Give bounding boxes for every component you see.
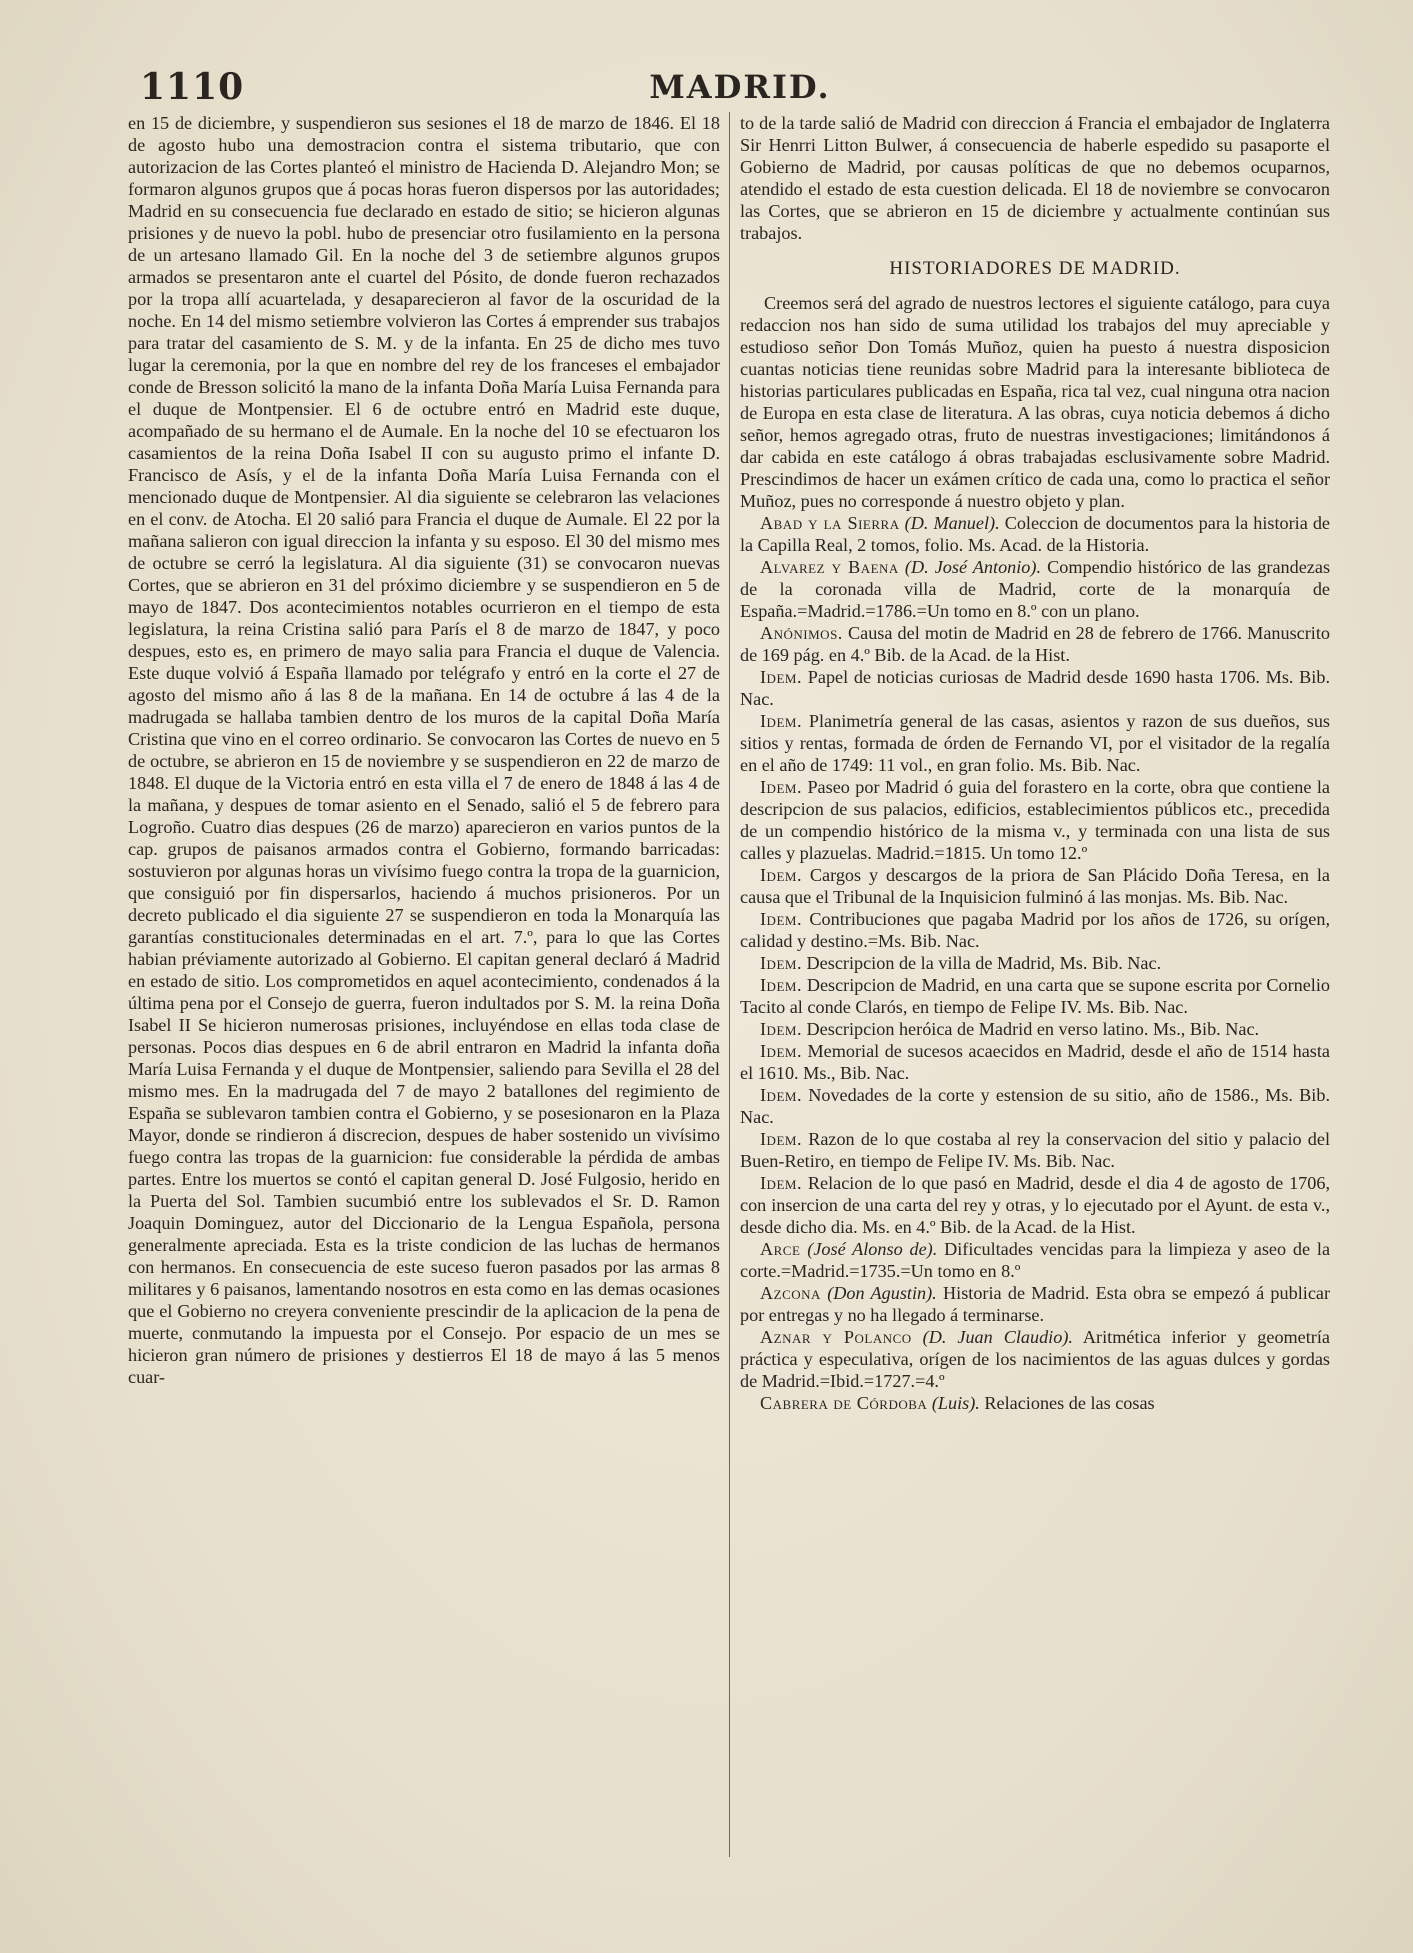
entry-author: Arce <box>760 1239 801 1259</box>
entry-text: Compendio histórico de las grandezas de la coronada villa de Madrid, corte de la monarquía de España.=Madrid.=1786.=Un tomo en 8.º con un plano. <box>740 557 1331 621</box>
catalog-entry <box>740 1326 1330 1392</box>
catalog-entry <box>740 1084 1330 1128</box>
entry-text: Causa del motin de Madrid en 28 de febrero de 1766. Manuscrito de 169 pág. en 4.º Bib. de la Acad. de la Hist. <box>740 623 1331 665</box>
entry-text: Novedades de la corte y estension de su sitio, año de 1586., Ms. Bib. Nac. <box>740 1085 1330 1127</box>
catalog-entry <box>740 622 1330 666</box>
catalog-entry <box>740 512 1330 556</box>
catalog-entry <box>740 556 1330 622</box>
entry-author: Abad y la Sierra <box>760 513 900 533</box>
catalog-entry <box>740 710 1330 776</box>
entry-author: Idem. <box>760 1019 802 1039</box>
entry-author: Idem. <box>760 975 802 995</box>
entry-author: Idem. <box>760 1129 802 1149</box>
running-title: MADRID. <box>649 68 831 106</box>
catalog-entry <box>740 864 1330 908</box>
entry-text: Historia de Madrid. Esta obra se empezó á publicar por entregas y no ha llegado á terminarse. <box>740 1283 1331 1325</box>
entry-name: (D. Juan Claudio). <box>922 1327 1073 1347</box>
page-number: 1110 <box>140 66 245 108</box>
catalog-entry <box>740 1128 1330 1172</box>
entry-text: Planimetría general de las casas, asientos y razon de sus dueños, sus sitios y rentas, formada de órden de Fernando VI, por el visitador de la regalía en el año de 1749: 11 vol., en gran folio. Ms. Bib. Nac. <box>740 711 1331 775</box>
entry-text: Relaciones de las cosas <box>984 1393 1155 1413</box>
entry-name: (Luis). <box>931 1393 980 1413</box>
catalog-entry <box>740 908 1330 952</box>
catalog-entry <box>740 1392 1330 1414</box>
entry-text: Contribuciones que pagaba Madrid por los años de 1726, su orígen, calidad y destino.=Ms. Bib. Nac. <box>740 909 1331 951</box>
entry-author: Cabrera de Córdoba <box>760 1393 928 1413</box>
entry-author: Alvarez y Baena <box>760 557 899 577</box>
catalog-entry <box>740 666 1330 710</box>
entry-author: Azcona <box>760 1283 821 1303</box>
entry-author: Idem. <box>760 1085 802 1105</box>
entry-author: Idem. <box>760 667 802 687</box>
entry-text: Paseo por Madrid ó guia del forastero en la corte, obra que contiene la descripcion de sus palacios, edificios, establecimientos públicos etc., precedida de un compendio histórico de la misma v., y terminada con una lista de sus calles y plazuelas. Madrid.=1815. Un tomo 12.º <box>740 777 1330 863</box>
entry-author: Idem. <box>760 953 802 973</box>
catalog-entry <box>740 1282 1330 1326</box>
catalog-entry <box>740 776 1330 864</box>
left-column <box>128 112 720 1388</box>
entry-author: Aznar y Polanco <box>760 1327 912 1347</box>
left-column-text: en 15 de diciembre, y suspendieron sus sesiones el 18 de marzo de 1846. El 18 de agosto hubo una demostracion contra el sistema tributario, que con autorizacion de las Cortes planteó el ministro de Hacienda D. Alejandro Mon; se formaron algunos grupos que á pocas horas fueron dispersos por las autoridades; Madrid en su consecuencia fue declarado en estado de sitio; se hicieron algunas prisiones y de nuevo la pobl. hubo de presenciar otro fusilamiento en la persona de un artesano llamado Gil. En la noche del 3 de setiembre algunos grupos armados se presentaron ante el cuartel del Pósito, de donde fueron rechazados por la tropa allí acuartelada, y desaparecieron al favor de la oscuridad de la noche. En 14 del mismo setiembre volvieron las Cortes á emprender sus trabajos para tratar del casamiento de S. M. y de la infanta. En 25 de dicho mes tuvo lugar la ceremonia, por la que en nombre del rey de los franceses el embajador conde de Bresson solicitó la mano de la infanta Doña María Luisa Fernanda para el duque de Montpensier. El 6 de octubre entró en Madrid este duque, acompañado de su hermano el de Aumale. En la noche del 10 se efectuaron los casamientos de la reina Doña Isabel II con su augusto primo el infante D. Francisco de Asís, y el de la infanta Doña María Luisa Fernanda con el mencionado duque de Montpensier. Al dia siguiente se celebraron las velaciones en el conv. de Atocha. El 20 salió para Francia el duque de Aumale. El 22 por la mañana salieron con igual direccion la infanta y su esposo. El 30 del mismo mes de octubre se cerró la legislatura. Al dia siguiente (31) se convocaron nuevas Cortes, que se abrieron en 31 del próximo diciembre y se suspendieron en 5 de mayo de 1847. Dos acontecimientos notables ocurrieron en el tiempo de esta legislatura, la reina Cristina salió para París el 8 de marzo de 1847, y poco despues, esto es, en primero de mayo salia para Francia el duque de Valencia. Este duque volvió á España llamado por telégrafo y entró en la corte el 27 de agosto del mismo año á las 8 de la mañana. En 14 de octubre á las 4 de la madrugada se hallaba tambien dentro de los muros de la capital Doña María Cristina que vino en el correo ordinario. Se convocaron las Cortes de nuevo en 5 de octubre, se abrieron en 15 de noviembre y se suspendieron en 22 de marzo de 1848. El duque de la Victoria entró en esta villa el 7 de enero de 1848 á las 4 de la mañana, y despues de tomar asiento en el Senado, salió el 5 de febrero para Logroño. Cuatro dias despues (26 de marzo) aparecieron en varios puntos de la cap. grupos de paisanos armados contra el Gobierno, formando barricadas: sostuvieron por algunas horas un vivísimo fuego contra la tropa de la guarnicion, que consiguió por fin dispersarlos, haciendo á muchos prisioneros. Por un decreto publicado el dia siguiente 27 se suspendieron en toda la Monarquía las garantías constitucionales determinadas en el art. 7.º, para lo que las Cortes habian préviamente autorizado al Gobierno. El capitan general declaró á Madrid en estado de sitio. Los comprometidos en aquel acontecimiento, condenados á la última pena por el Consejo de guerra, fueron indultados por S. M. la reina Doña Isabel II Se hicieron numerosas prisiones, incluyéndose en ellas toda clase de personas. Pocos dias despues en 6 de abril entraron en Madrid la infanta doña María Luisa Fernanda y el duque de Montpensier, saliendo para Sevilla el 28 del mismo mes. En la madrugada del 7 de mayo 2 batallones del regimiento de España se sublevaron tambien contra el Gobierno, y se posesionaron en la Plaza Mayor, donde se rindieron á discrecion, despues de haber sostenido un vivísimo fuego contra las tropas de la guarnicion: fue considerable la pérdida de ambas partes. Entre los muertos se contó el capitan general D. José Fulgosio, herido en la Puerta del Sol. Tambien sucumbió entre los sublevados el Sr. D. Ramon Joaquin Dominguez, autor del Diccionario de la Lengua Española, persona generalmente apreciada. Esta es la triste condicion de las luchas de hermanos con hermanos. En consecuencia de este suceso fueron pasados por las armas 8 militares y 6 paisanos, lamentando nosotros en esta como en las demas ocasiones que el Gobierno no creyera conveniente prescindir de la aplicacion de la pena de muerte, conmutando la impuesta por el Consejo. Por espacio de un mes se hicieron gran número de prisiones y destierros El 18 de mayo á las 5 menos cuar- <box>128 113 720 1387</box>
entry-name: (D. Manuel). <box>904 513 1000 533</box>
entry-name: (José Alonso de). <box>807 1239 938 1259</box>
catalog-entry <box>740 952 1330 974</box>
catalog-intro: Creemos será del agrado de nuestros lectores el siguiente catálogo, para cuya redaccion nos han sido de suma utilidad los trabajos del muy apreciable y estudioso señor Don Tomás Muñoz, quien ha puesto á nuestra disposicion cuantas noticias tiene reunidas sobre Madrid para la interesante biblioteca de historias particulares publicadas en España, rica tal vez, cual ninguna otra nacion de Europa en esta clase de literatura. A las obras, cuya noticia debemos á dicho señor, hemos agregado otras, fruto de nuestras investigaciones; limitándonos á dar cabida en este catálogo á obras trabajadas esclusivamente sobre Madrid. Prescindimos de hacer un exámen crítico de cada una, como lo practica el señor Muñoz, pues no corresponde á nuestro objeto y plan. <box>740 293 1330 511</box>
entry-author: Idem. <box>760 909 802 929</box>
entry-text: Descripcion de la villa de Madrid, Ms. Bib. Nac. <box>806 953 1162 973</box>
catalog-entry <box>740 1238 1330 1282</box>
page-header <box>140 66 1340 116</box>
right-column <box>740 112 1330 1414</box>
catalog-entry <box>740 1172 1330 1238</box>
catalog-entry <box>740 1040 1330 1084</box>
entry-text: Coleccion de documentos para la historia de la Capilla Real, 2 tomos, folio. Ms. Acad. de la Historia. <box>740 513 1331 555</box>
entry-name: (Don Agustin). <box>827 1283 937 1303</box>
entry-name: (D. José Antonio). <box>904 557 1042 577</box>
entry-author: Idem. <box>760 1041 802 1061</box>
entry-text: Descripcion de Madrid, en una carta que se supone escrita por Cornelio Tacito al conde Clarós, en tiempo de Felipe IV. Ms. Bib. Nac. <box>740 975 1331 1017</box>
entry-text: Dificultades vencidas para la limpieza y aseo de la corte.=Madrid.=1735.=Un tomo en 8.º <box>740 1239 1331 1281</box>
entry-text: Papel de noticias curiosas de Madrid desde 1690 hasta 1706. Ms. Bib. Nac. <box>740 667 1331 709</box>
catalog-entries <box>740 512 1330 1414</box>
right-column-continuation: to de la tarde salió de Madrid con direccion á Francia el embajador de Inglaterra Sir Henrri Litton Bulwer, á consecuencia de haberle espedido su pasaporte el Gobierno de Madrid, por causas políticas de que no debemos ocuparnos, atendido el estado de esta cuestion delicada. El 18 de noviembre se convocaron las Cortes, que se abrieron en 15 de diciembre y actualmente continúan sus trabajos. <box>740 113 1330 243</box>
entry-text: Descripcion heróica de Madrid en verso latino. Ms., Bib. Nac. <box>806 1019 1260 1039</box>
catalog-entry <box>740 1018 1330 1040</box>
entry-author: Idem. <box>760 777 802 797</box>
column-divider <box>729 112 730 1857</box>
catalog-entry <box>740 974 1330 1018</box>
entry-text: Memorial de sucesos acaecidos en Madrid, desde el año de 1514 hasta el 1610. Ms., Bib. Nac. <box>740 1041 1330 1083</box>
entry-author: Idem. <box>760 1173 802 1193</box>
section-heading: HISTORIADORES DE MADRID. <box>889 258 1181 279</box>
entry-author: Idem. <box>760 865 802 885</box>
entry-text: Aritmética inferior y geometría práctica y especulativa, orígen de los nacimientos de las aguas dulces y gordas de Madrid.=Ibid.=1727.=4.º <box>740 1327 1330 1391</box>
entry-author: Idem. <box>760 711 802 731</box>
entry-text: Razon de lo que costaba al rey la conservacion del sitio y palacio del Buen-Retiro, en tiempo de Felipe IV. Ms. Bib. Nac. <box>740 1129 1330 1171</box>
entry-text: Cargos y descargos de la priora de San Plácido Doña Teresa, en la causa que el Tribunal de la Inquisicion fulminó á las monjas. Ms. Bib. Nac. <box>740 865 1330 907</box>
entry-author: Anónimos. <box>760 623 843 643</box>
entry-text: Relacion de lo que pasó en Madrid, desde el dia 4 de agosto de 1706, con insercion de una carta del rey y otras, y lo ejecutado por el Ayunt. de esta v., desde dicho dia. Ms. en 4.º Bib. de la Acad. de la Hist. <box>740 1173 1330 1237</box>
